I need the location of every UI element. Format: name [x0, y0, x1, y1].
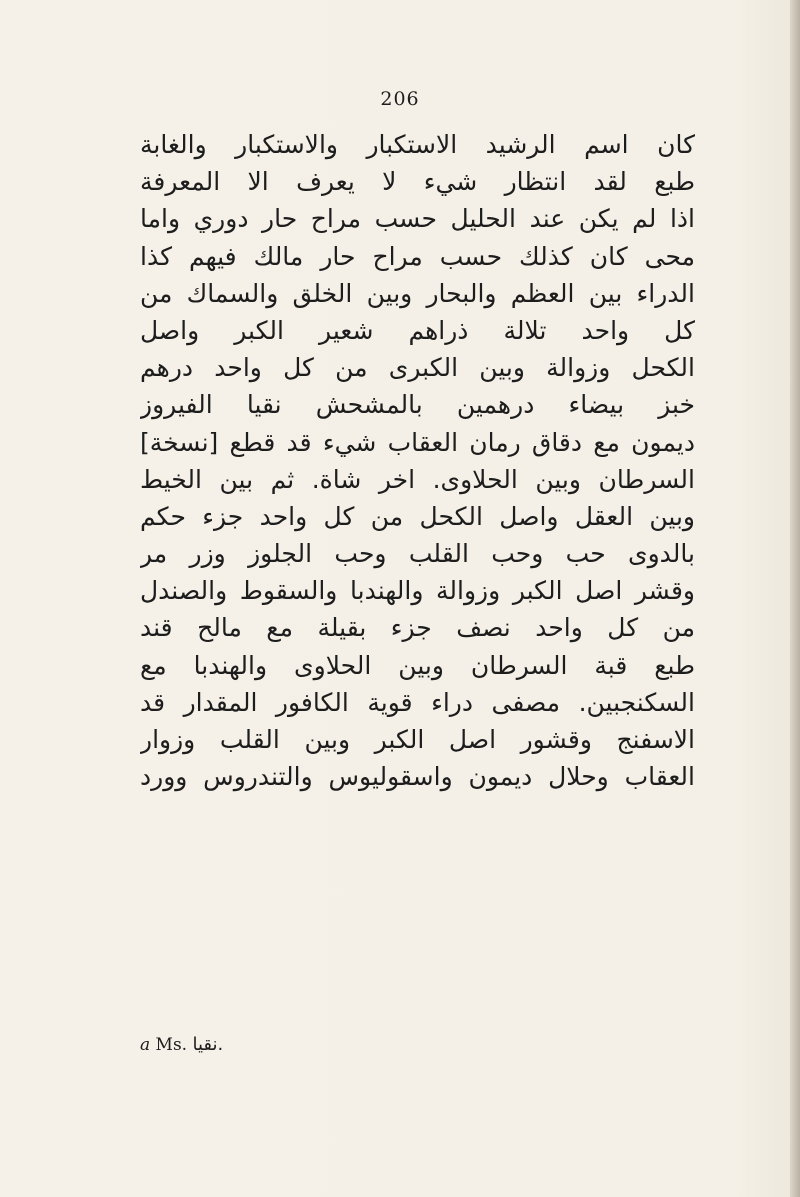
- footnote-text: نقيا.: [192, 1034, 224, 1055]
- footnote-label: Ms.: [155, 1035, 188, 1055]
- text-line: طبع قبة السرطان وبين الحلاوى والهندبا مع: [140, 650, 695, 680]
- page-number: 206: [380, 88, 420, 110]
- text-line: وبين العقل واصل الكحل من كل واحد جزء حكم: [140, 501, 695, 531]
- text-line: طبع لقد انتظار شيء لا يعرف الا المعرفة: [140, 167, 695, 197]
- text-line: كان اسم الرشيد الاستكبار والاستكبار والغابة: [140, 130, 695, 159]
- text-line: اذا لم يكن عند الحليل حسب مراح حار دوري واما: [140, 204, 695, 234]
- text-line: الكحل وزوالة وبين الكبرى من كل واحد درهم: [140, 353, 695, 383]
- page-edge-shadow: [790, 0, 800, 1197]
- text-line: الدراء بين العظم والبحار وبين الخلق والسماك من: [140, 278, 695, 308]
- text-line: وقشر اصل الكبر وزوالة والهندبا والسقوط والصندل: [140, 576, 695, 606]
- text-line: الاسفنج وقشور اصل الكبر وبين القلب وزوار: [140, 725, 695, 754]
- arabic-text-block: [140, 126, 695, 795]
- text-line: السكنجبين. مصفى دراء قوية الكافور المقدار قد: [140, 687, 695, 717]
- footnote-marker: a: [140, 1035, 151, 1055]
- text-line: السرطان وبين الحلاوى. اخر شاة. ثم بين الخيط: [140, 464, 695, 494]
- text-line: بالدوى حب وحب القلب وحب الجلوز وزر مر: [140, 539, 695, 569]
- text-line: العقاب وحلال ديمون واسقوليوس والتندروس وورد: [140, 762, 695, 792]
- text-line: كل واحد تلالة ذراهم شعير الكبر واصل: [140, 315, 695, 345]
- text-line: من كل واحد نصف جزء بقيلة مع مالح قند: [140, 613, 695, 643]
- text-line: خبز بيضاء درهمين بالمشحش نقيا الفيروز: [140, 390, 695, 420]
- text-line: ديمون مع دقاق رمان العقاب شيء قد قطع [نسخة]: [140, 427, 695, 457]
- text-line: محى كان كذلك حسب مراح حار مالك فيهم كذا: [140, 241, 695, 271]
- footnote: [140, 1034, 223, 1055]
